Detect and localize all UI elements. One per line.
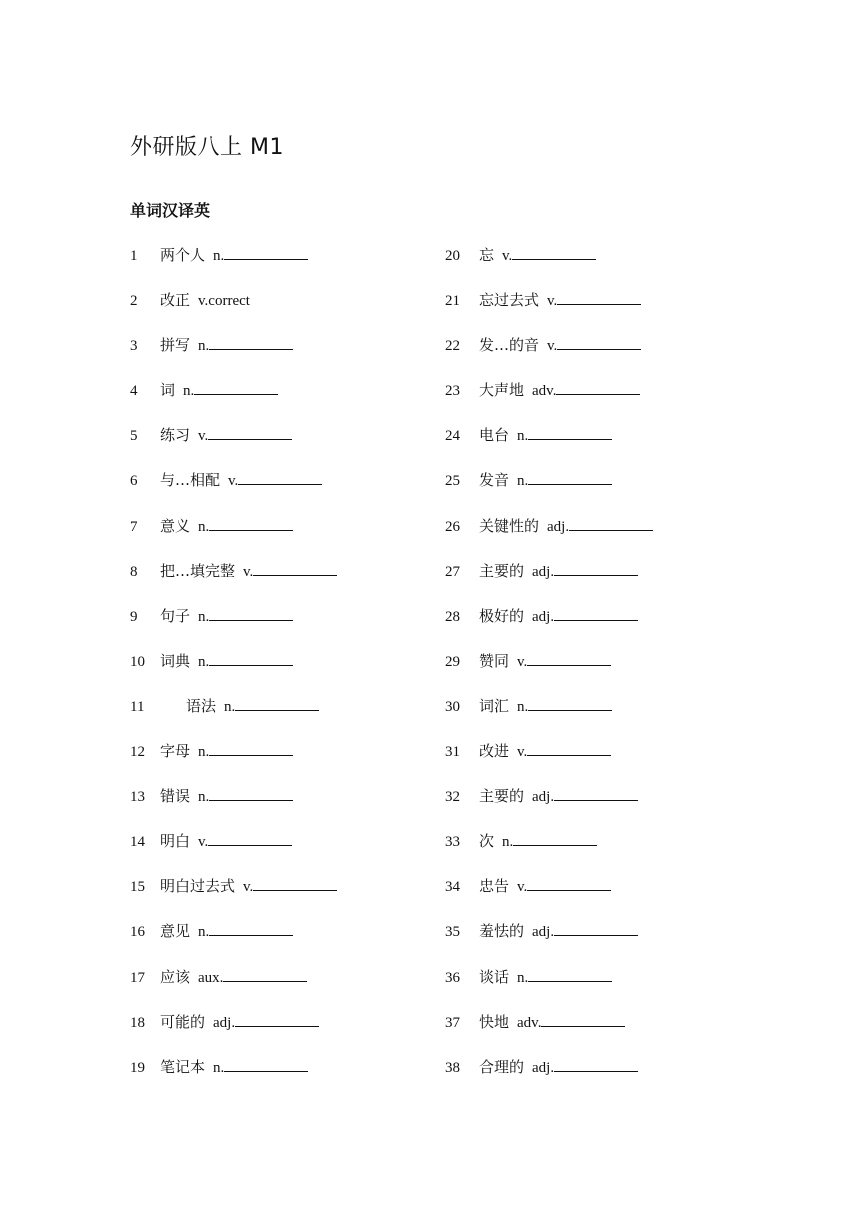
vocab-item — [445, 511, 653, 556]
answer-blank[interactable] — [208, 830, 292, 846]
item-number: 31 — [445, 744, 460, 761]
item-number: 16 — [130, 924, 145, 941]
answer-blank[interactable] — [209, 650, 293, 666]
vocab-item — [445, 330, 653, 375]
part-of-speech: n. — [213, 1059, 225, 1076]
item-number: 34 — [445, 879, 460, 896]
chinese-term: 错误 — [160, 787, 191, 806]
item-number: 37 — [445, 1014, 460, 1031]
answer-blank[interactable]: correct — [208, 293, 250, 310]
answer-blank[interactable] — [235, 1011, 319, 1027]
item-number: 20 — [445, 248, 460, 264]
chinese-term: 笔记本 — [160, 1057, 206, 1076]
answer-blank[interactable] — [209, 920, 293, 936]
part-of-speech: n. — [198, 608, 210, 625]
part-of-speech: v. — [502, 248, 513, 264]
chinese-term: 意义 — [160, 516, 191, 535]
chinese-term: 赞同 — [479, 651, 510, 670]
answer-blank[interactable] — [541, 1011, 625, 1027]
item-number: 21 — [445, 293, 460, 310]
item-number: 38 — [445, 1059, 460, 1076]
chinese-term: 忠告 — [479, 877, 510, 896]
answer-blank[interactable] — [253, 560, 337, 576]
part-of-speech: v. — [547, 338, 558, 355]
item-number: 3 — [130, 338, 138, 355]
vocab-item — [445, 420, 653, 465]
item-number: 36 — [445, 969, 460, 986]
vocab-item — [130, 691, 337, 736]
vocab-item — [130, 826, 337, 871]
answer-blank[interactable] — [224, 1056, 308, 1072]
vocab-item — [445, 736, 653, 781]
vocab-item — [445, 646, 653, 691]
item-number: 2 — [130, 293, 138, 310]
vocab-item — [130, 646, 337, 691]
part-of-speech: adj. — [532, 563, 555, 580]
answer-blank[interactable] — [557, 334, 641, 350]
answer-blank[interactable] — [528, 966, 612, 982]
item-number: 23 — [445, 383, 460, 400]
chinese-term: 忘 — [479, 246, 495, 264]
part-of-speech: v. — [198, 293, 209, 310]
part-of-speech: n. — [502, 834, 514, 851]
chinese-term: 极好的 — [479, 606, 525, 625]
part-of-speech: v. — [517, 653, 528, 670]
chinese-term: 句子 — [160, 606, 191, 625]
item-number: 33 — [445, 834, 460, 851]
chinese-term: 意见 — [160, 922, 191, 941]
item-number: 14 — [130, 834, 145, 851]
vocab-item — [130, 781, 337, 826]
item-number: 35 — [445, 924, 460, 941]
answer-blank[interactable] — [554, 1056, 638, 1072]
item-number: 4 — [130, 383, 138, 400]
answer-blank[interactable] — [556, 379, 640, 395]
item-number: 29 — [445, 653, 460, 670]
chinese-term: 两个人 — [160, 246, 206, 264]
vocab-item — [130, 285, 337, 330]
part-of-speech: v. — [198, 834, 209, 851]
item-number: 7 — [130, 518, 138, 535]
part-of-speech: adj. — [532, 608, 555, 625]
vocab-item — [130, 465, 337, 510]
chinese-term: 词典 — [160, 651, 191, 670]
chinese-term: 拼写 — [160, 336, 191, 355]
part-of-speech: n. — [198, 924, 210, 941]
vocab-item — [130, 420, 337, 465]
answer-blank[interactable] — [554, 920, 638, 936]
chinese-term: 快地 — [479, 1012, 510, 1031]
chinese-term: 可能的 — [160, 1012, 206, 1031]
vocab-item — [130, 601, 337, 646]
vocab-item — [130, 871, 337, 916]
answer-blank[interactable] — [209, 785, 293, 801]
answer-blank[interactable] — [512, 244, 596, 260]
vocab-item — [445, 1007, 653, 1052]
chinese-term: 字母 — [160, 742, 191, 761]
vocab-item — [130, 240, 337, 285]
item-number: 1 — [130, 248, 138, 264]
chinese-term: 发音 — [479, 471, 510, 490]
answer-blank[interactable] — [223, 966, 307, 982]
part-of-speech: adj. — [532, 1059, 555, 1076]
answer-blank[interactable] — [209, 515, 293, 531]
item-number: 22 — [445, 338, 460, 355]
part-of-speech: n. — [198, 744, 210, 761]
item-number: 12 — [130, 744, 145, 761]
item-number: 30 — [445, 698, 460, 715]
chinese-term: 练习 — [160, 426, 191, 445]
item-number: 24 — [445, 428, 460, 445]
answer-blank[interactable] — [235, 695, 319, 711]
answer-blank[interactable] — [209, 740, 293, 756]
item-number: 17 — [130, 969, 145, 986]
part-of-speech: v. — [243, 879, 254, 896]
page-title: 外研版八上 M1 — [130, 135, 284, 160]
vocab-item — [130, 511, 337, 556]
part-of-speech: adj. — [532, 924, 555, 941]
answer-blank[interactable] — [209, 605, 293, 621]
vocab-item — [445, 285, 653, 330]
part-of-speech: v. — [243, 563, 254, 580]
answer-blank[interactable] — [209, 334, 293, 350]
part-of-speech: v. — [517, 744, 528, 761]
answer-blank[interactable] — [527, 875, 611, 891]
vocab-item — [445, 1052, 653, 1097]
answer-blank[interactable] — [557, 289, 641, 305]
vocab-item — [445, 916, 653, 961]
item-number: 6 — [130, 473, 138, 490]
answer-blank[interactable] — [253, 875, 337, 891]
item-number: 9 — [130, 608, 138, 625]
vocab-item — [445, 691, 653, 736]
part-of-speech: n. — [183, 383, 195, 400]
vocab-item — [130, 962, 337, 1007]
chinese-term: 发…的音 — [479, 336, 540, 355]
chinese-term: 把…填完整 — [160, 561, 236, 580]
chinese-term: 羞怯的 — [479, 922, 525, 941]
answer-blank[interactable] — [528, 424, 612, 440]
item-number: 19 — [130, 1059, 145, 1076]
part-of-speech: v. — [547, 293, 558, 310]
item-number: 13 — [130, 789, 145, 806]
item-number: 32 — [445, 789, 460, 806]
answer-blank[interactable] — [554, 605, 638, 621]
chinese-term: 关键性的 — [479, 516, 540, 535]
vocab-item — [445, 962, 653, 1007]
part-of-speech: n. — [517, 698, 529, 715]
part-of-speech: v. — [517, 879, 528, 896]
part-of-speech: n. — [213, 248, 225, 264]
vocab-item — [130, 375, 337, 420]
part-of-speech: n. — [198, 518, 210, 535]
part-of-speech: aux. — [198, 969, 224, 986]
answer-blank[interactable] — [554, 560, 638, 576]
vocab-item — [130, 556, 337, 601]
chinese-term: 应该 — [160, 967, 191, 986]
item-number: 11 — [130, 698, 145, 715]
part-of-speech: adj. — [547, 518, 570, 535]
part-of-speech: n. — [517, 473, 529, 490]
item-number: 25 — [445, 473, 460, 490]
part-of-speech: n. — [198, 789, 210, 806]
vocab-item — [130, 916, 337, 961]
chinese-term: 改正 — [160, 291, 191, 310]
chinese-term: 改进 — [479, 742, 510, 761]
answer-blank[interactable] — [527, 740, 611, 756]
chinese-term: 忘过去式 — [479, 291, 540, 310]
item-number: 15 — [130, 879, 145, 896]
part-of-speech: n. — [198, 338, 210, 355]
part-of-speech: n. — [517, 428, 529, 445]
item-number: 26 — [445, 518, 460, 535]
vocab-item — [445, 781, 653, 826]
chinese-term: 电台 — [479, 426, 510, 445]
item-number: 10 — [130, 653, 145, 670]
item-number: 28 — [445, 608, 460, 625]
vocab-item — [445, 375, 653, 420]
chinese-term: 次 — [479, 832, 495, 851]
chinese-term: 主要的 — [479, 787, 525, 806]
item-number: 27 — [445, 563, 460, 580]
part-of-speech: v. — [198, 428, 209, 445]
answer-blank[interactable] — [224, 244, 308, 260]
chinese-term: 主要的 — [479, 561, 525, 580]
part-of-speech: n. — [198, 653, 210, 670]
chinese-term: 谈话 — [479, 967, 510, 986]
vocab-item — [445, 826, 653, 871]
item-number: 8 — [130, 563, 138, 580]
part-of-speech: v. — [228, 473, 239, 490]
chinese-term: 大声地 — [479, 381, 525, 400]
vocab-item — [445, 240, 653, 285]
right-column — [445, 240, 653, 1097]
vocab-item — [130, 1007, 337, 1052]
vocab-item — [130, 1052, 337, 1097]
answer-blank[interactable] — [528, 469, 612, 485]
part-of-speech: adj. — [213, 1014, 236, 1031]
part-of-speech: adj. — [532, 789, 555, 806]
answer-blank[interactable] — [238, 469, 322, 485]
chinese-term: 语法 — [186, 696, 217, 715]
answer-blank[interactable] — [554, 785, 638, 801]
vocab-item — [130, 736, 337, 781]
left-column — [130, 240, 337, 1097]
vocab-item — [445, 556, 653, 601]
answer-blank[interactable] — [569, 515, 653, 531]
part-of-speech: adv. — [517, 1014, 542, 1031]
vocab-item — [130, 330, 337, 375]
answer-blank[interactable] — [528, 695, 612, 711]
answer-blank[interactable] — [194, 379, 278, 395]
chinese-term: 词汇 — [479, 696, 510, 715]
part-of-speech: adv. — [532, 383, 557, 400]
chinese-term: 明白 — [160, 832, 191, 851]
item-number: 5 — [130, 428, 138, 445]
vocab-item — [445, 871, 653, 916]
section-heading: 单词汉译英 — [130, 201, 211, 220]
vocab-item — [445, 601, 653, 646]
part-of-speech: n. — [517, 969, 529, 986]
chinese-term: 与…相配 — [160, 471, 221, 490]
answer-blank[interactable] — [527, 650, 611, 666]
chinese-term: 合理的 — [479, 1057, 525, 1076]
vocab-item — [445, 465, 653, 510]
chinese-term: 词 — [160, 381, 176, 400]
part-of-speech: n. — [224, 698, 236, 715]
item-number: 18 — [130, 1014, 145, 1031]
answer-blank[interactable] — [513, 830, 597, 846]
chinese-term: 明白过去式 — [160, 877, 236, 896]
answer-blank[interactable] — [208, 424, 292, 440]
